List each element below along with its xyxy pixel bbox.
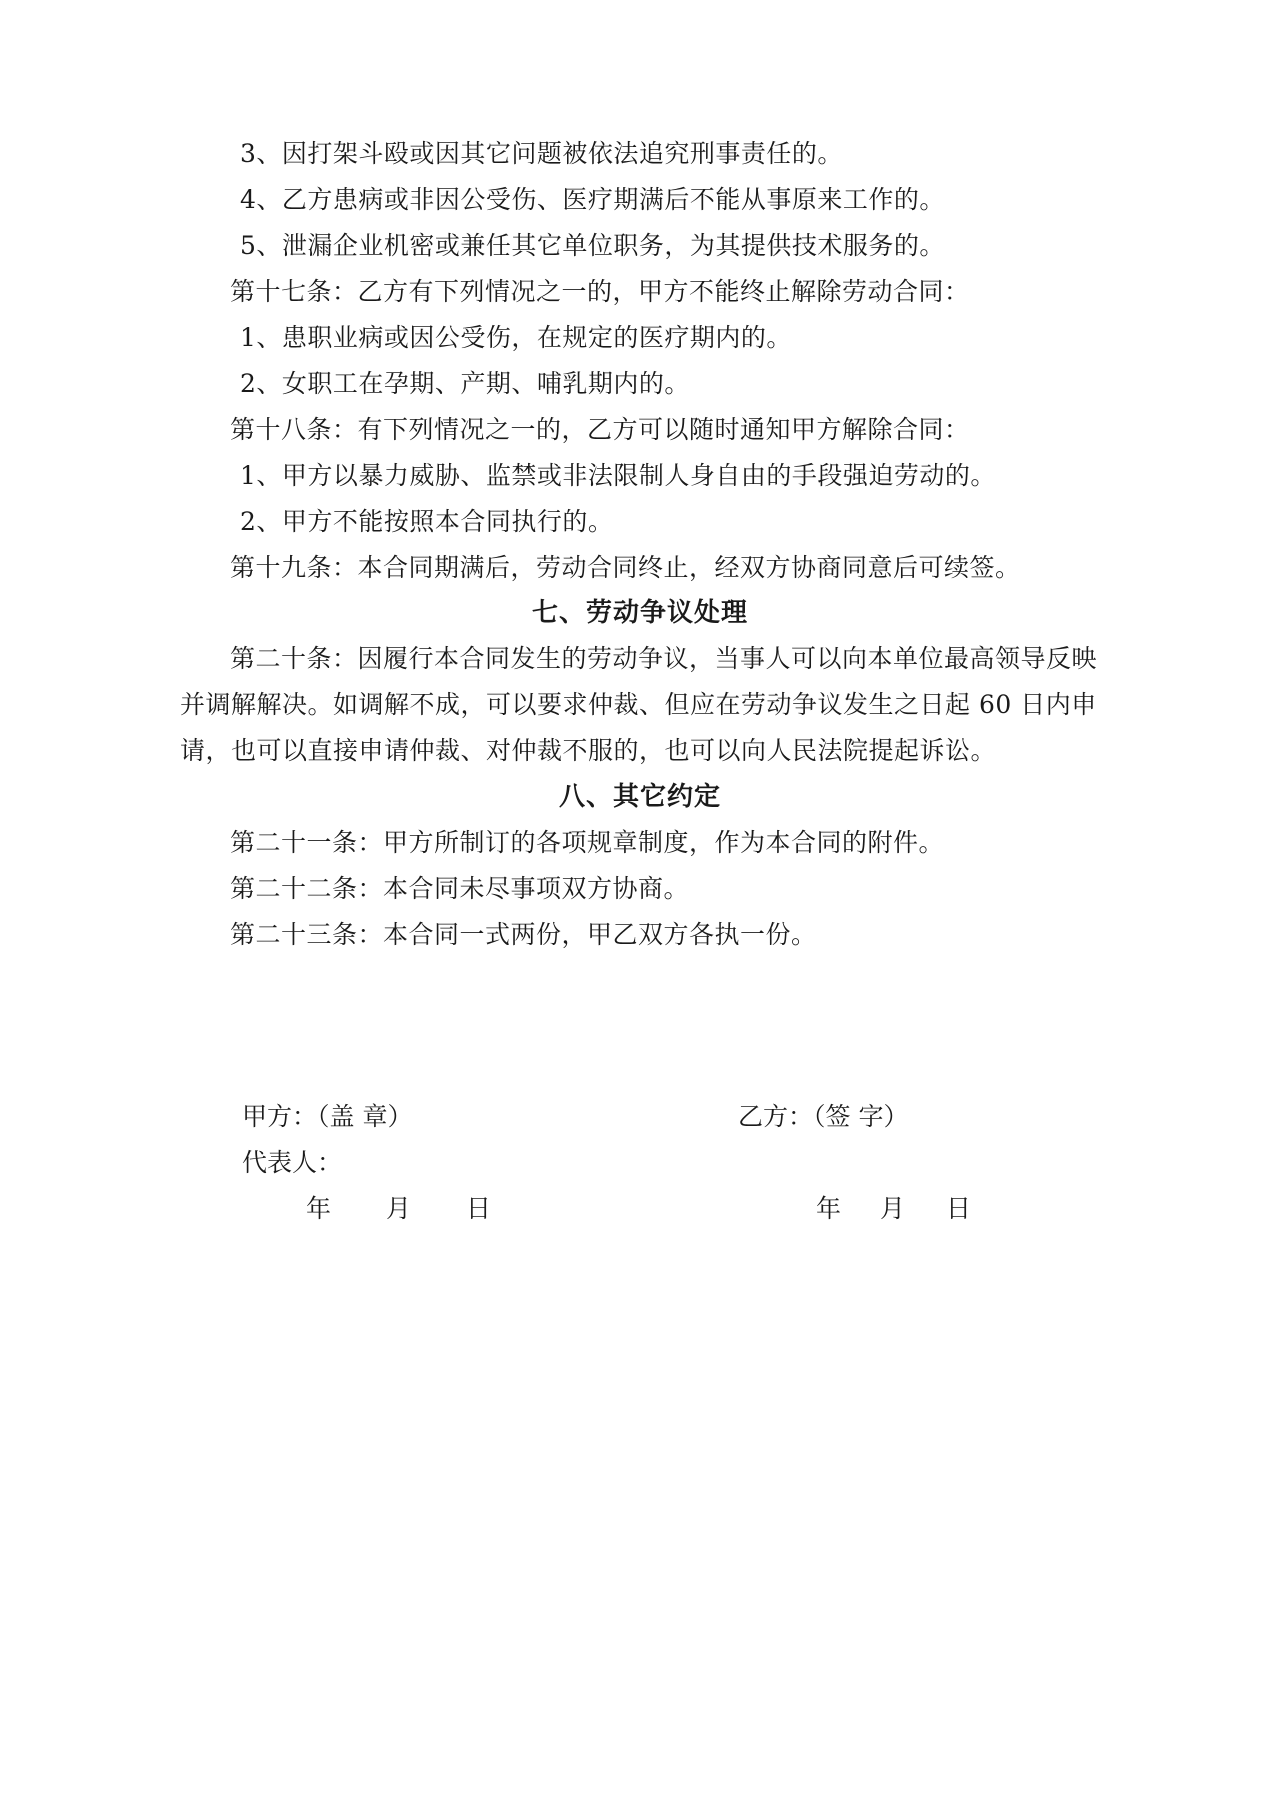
- article-23: 第二十三条：本合同一式两份，甲乙双方各执一份。: [230, 920, 817, 949]
- article-20: 第二十条：因履行本合同发生的劳动争议，当事人可以向本单位最高领导反映: [230, 644, 1098, 673]
- clause-line: 2、甲方不能按照本合同执行的。: [240, 507, 614, 536]
- clause-line: 1、甲方以暴力威胁、监禁或非法限制人身自由的手段强迫劳动的。: [240, 461, 996, 490]
- section-heading-8: 八、其它约定: [558, 782, 721, 812]
- representative-label: 代表人：: [242, 1148, 343, 1177]
- clause-line: 2、女职工在孕期、产期、哺乳期内的。: [240, 369, 690, 398]
- date-year-left: 年: [306, 1194, 332, 1223]
- article-17: 第十七条：乙方有下列情况之一的，甲方不能终止解除劳动合同：: [230, 277, 970, 306]
- party-b-signature: 乙方：（签 字）: [738, 1102, 909, 1131]
- date-month-right: 月: [880, 1194, 906, 1223]
- article-22: 第二十二条：本合同未尽事项双方协商。: [230, 874, 690, 903]
- article-18: 第十八条：有下列情况之一的，乙方可以随时通知甲方解除合同：: [230, 415, 970, 444]
- article-19: 第十九条：本合同期满后，劳动合同终止，经双方协商同意后可续签。: [230, 553, 1021, 582]
- clause-line: 5、泄漏企业机密或兼任其它单位职务，为其提供技术服务的。: [240, 231, 945, 260]
- article-20-cont: 并调解解决。如调解不成，可以要求仲裁、但应在劳动争议发生之日起 60 日内申: [180, 690, 1097, 719]
- date-year-right: 年: [816, 1194, 842, 1223]
- clause-line: 1、患职业病或因公受伤，在规定的医疗期内的。: [240, 323, 792, 352]
- clause-line: 3、因打架斗殴或因其它问题被依法追究刑事责任的。: [240, 139, 843, 168]
- article-21: 第二十一条：甲方所制订的各项规章制度，作为本合同的附件。: [230, 828, 945, 857]
- party-a-seal: 甲方：（盖 章）: [242, 1102, 413, 1131]
- clause-line: 4、乙方患病或非因公受伤、医疗期满后不能从事原来工作的。: [240, 185, 945, 214]
- article-20-cont: 请，也可以直接申请仲裁、对仲裁不服的，也可以向人民法院提起诉讼。: [180, 736, 997, 765]
- date-month-left: 月: [386, 1194, 412, 1223]
- section-heading-7: 七、劳动争议处理: [531, 598, 748, 628]
- date-day-right: 日: [946, 1194, 972, 1223]
- date-day-left: 日: [466, 1194, 492, 1223]
